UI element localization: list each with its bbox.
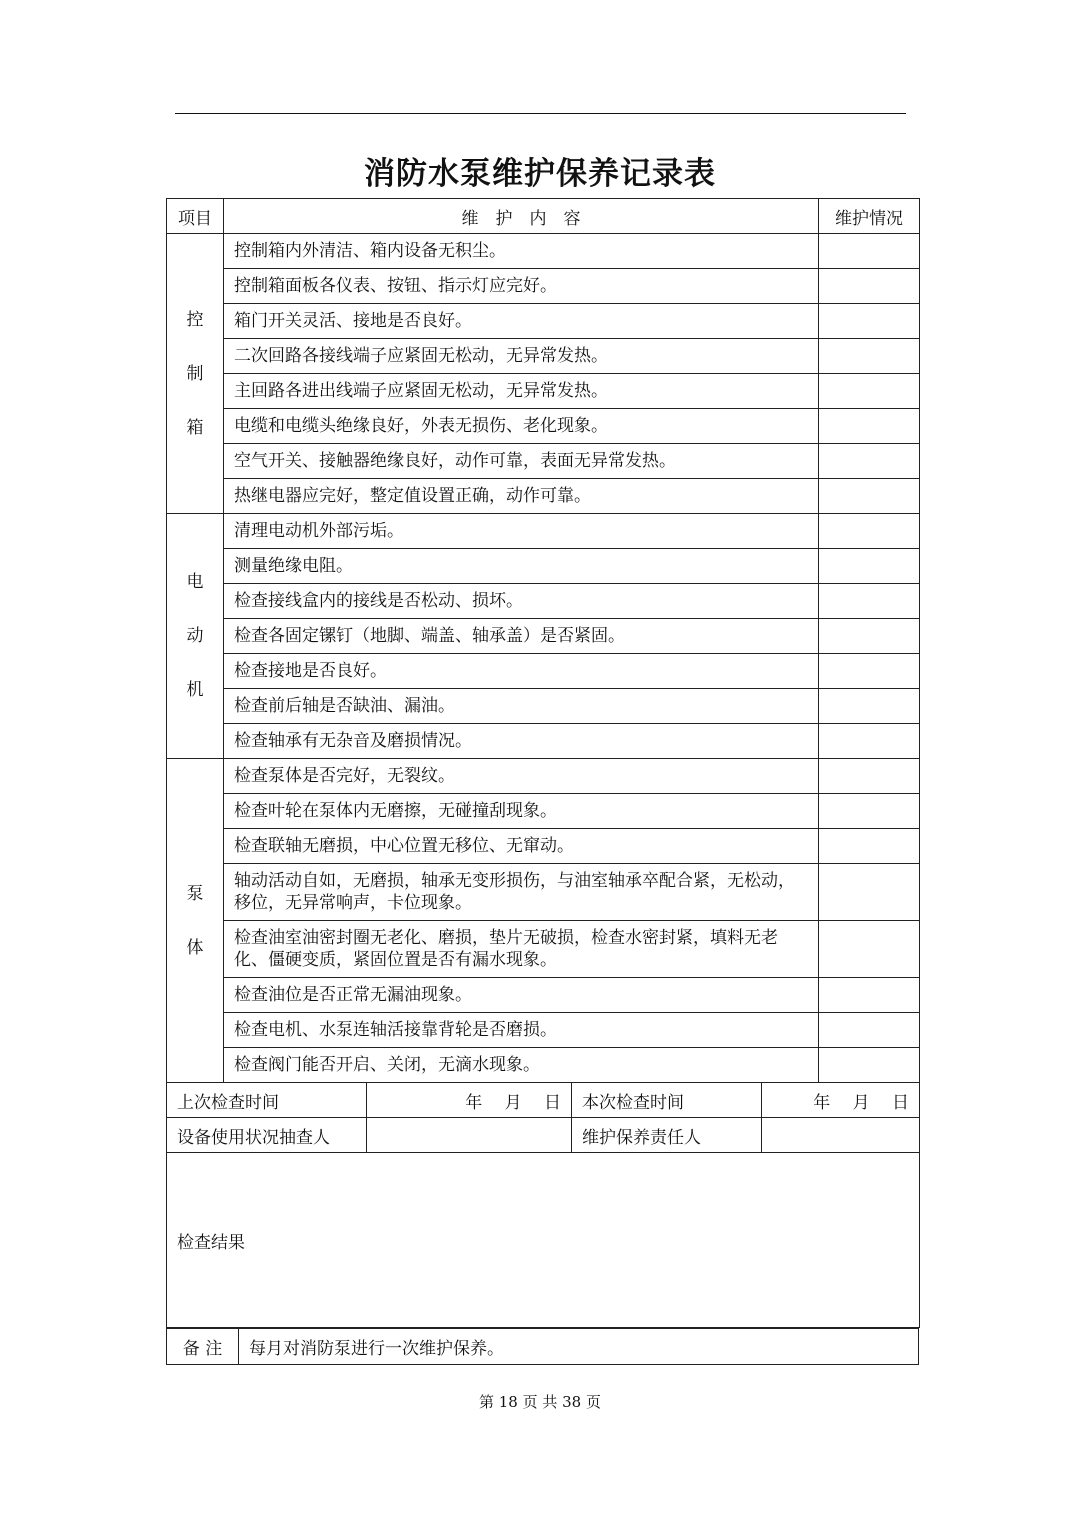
maintenance-item: 控制箱面板各仪表、按钮、指示灯应完好。 <box>224 269 819 304</box>
status-cell[interactable] <box>819 1048 920 1083</box>
section-label-char: 泵 <box>186 883 204 904</box>
status-cell[interactable] <box>819 339 920 374</box>
maintenance-item: 二次回路各接线端子应紧固无松动，无异常发热。 <box>224 339 819 374</box>
status-cell[interactable] <box>819 269 920 304</box>
table-row <box>167 234 920 269</box>
table-row <box>167 304 920 339</box>
personnel-row <box>167 1118 920 1153</box>
maintenance-item: 控制箱内外清洁、箱内设备无积尘。 <box>224 234 819 269</box>
maintenance-item: 轴动活动自如，无磨损，轴承无变形损伤，与油室轴承卒配合紧，无松动，移位，无异常响声，卡位现象。 <box>224 864 819 921</box>
status-cell[interactable] <box>819 304 920 339</box>
result-field[interactable] <box>167 1153 920 1328</box>
maintenance-item: 热继电器应完好，整定值设置正确，动作可靠。 <box>224 479 819 514</box>
section-label-char: 制 <box>186 363 204 384</box>
remarks-label: 备 注 <box>167 1329 239 1365</box>
maintenance-item: 空气开关、接触器绝缘良好，动作可靠，表面无异常发热。 <box>224 444 819 479</box>
check-time-row <box>167 1083 920 1118</box>
maintenance-item: 检查接地是否良好。 <box>224 654 819 689</box>
responsible-label: 维护保养责任人 <box>572 1118 762 1153</box>
maintenance-item: 检查阀门能否开启、关闭，无滴水现象。 <box>224 1048 819 1083</box>
section-label-char: 机 <box>186 680 204 700</box>
last-check-label: 上次检查时间 <box>167 1083 367 1118</box>
status-cell[interactable] <box>819 234 920 269</box>
status-cell[interactable] <box>819 584 920 619</box>
section-label <box>167 234 224 514</box>
status-cell[interactable] <box>819 444 920 479</box>
table-row <box>167 654 920 689</box>
table-row <box>167 619 920 654</box>
section-label-char: 箱 <box>186 417 204 438</box>
section-label-char: 控 <box>186 309 204 330</box>
table-row <box>167 514 920 549</box>
table-row <box>167 689 920 724</box>
table-row <box>167 864 920 921</box>
maintenance-item: 检查轴承有无杂音及磨损情况。 <box>224 724 819 759</box>
table-row <box>167 759 920 794</box>
table-row <box>167 829 920 864</box>
maintenance-item: 主回路各进出线端子应紧固无松动，无异常发热。 <box>224 374 819 409</box>
status-cell[interactable] <box>819 724 920 759</box>
maintenance-item: 测量绝缘电阻。 <box>224 549 819 584</box>
result-row <box>167 1153 920 1328</box>
maintenance-item: 箱门开关灵活、接地是否良好。 <box>224 304 819 339</box>
maintenance-item: 清理电动机外部污垢。 <box>224 514 819 549</box>
maintenance-item: 检查油位是否正常无漏油现象。 <box>224 978 819 1013</box>
status-cell[interactable] <box>819 759 920 794</box>
maintenance-item: 检查叶轮在泵体内无磨擦，无碰撞刮现象。 <box>224 794 819 829</box>
remarks-text: 每月对消防泵进行一次维护保养。 <box>239 1329 919 1365</box>
result-label: 检查结果 <box>177 1232 245 1253</box>
table-row <box>167 374 920 409</box>
section-label <box>167 759 224 1083</box>
table-header-row <box>167 199 920 234</box>
status-cell[interactable] <box>819 654 920 689</box>
status-cell[interactable] <box>819 864 920 921</box>
table-row <box>167 921 920 978</box>
status-cell[interactable] <box>819 978 920 1013</box>
table-row <box>167 1013 920 1048</box>
table-row <box>167 409 920 444</box>
status-cell[interactable] <box>819 409 920 444</box>
section-label-char: 电 <box>186 572 204 592</box>
inspector-field[interactable] <box>367 1118 572 1153</box>
this-check-date[interactable]: 年 月 日 <box>762 1083 920 1118</box>
maintenance-item: 检查联轴无磨损，中心位置无移位、无窜动。 <box>224 829 819 864</box>
remarks-table <box>166 1328 919 1365</box>
page-title: 消防水泵维护保养记录表 <box>364 156 716 192</box>
maintenance-item: 检查电机、水泵连轴活接靠背轮是否磨损。 <box>224 1013 819 1048</box>
table-row <box>167 549 920 584</box>
table-row <box>167 724 920 759</box>
table-row <box>167 794 920 829</box>
header-status: 维护情况 <box>819 199 920 234</box>
table-row <box>167 339 920 374</box>
status-cell[interactable] <box>819 549 920 584</box>
section-label-char: 体 <box>186 937 204 958</box>
maintenance-item: 检查泵体是否完好，无裂纹。 <box>224 759 819 794</box>
status-cell[interactable] <box>819 479 920 514</box>
status-cell[interactable] <box>819 619 920 654</box>
status-cell[interactable] <box>819 374 920 409</box>
header-item: 项目 <box>167 199 224 234</box>
inspector-label: 设备使用状况抽查人 <box>167 1118 367 1153</box>
last-check-date[interactable]: 年 月 日 <box>367 1083 572 1118</box>
header-rule <box>175 113 906 114</box>
table-row <box>167 978 920 1013</box>
maintenance-item: 检查油室油密封圈无老化、磨损，垫片无破损，检查水密封紧，填料无老化、僵硬变质，紧固位置是否有漏水现象。 <box>224 921 819 978</box>
header-content: 维 护 内 容 <box>224 199 819 234</box>
table-row <box>167 584 920 619</box>
maintenance-item: 检查接线盒内的接线是否松动、损坏。 <box>224 584 819 619</box>
maintenance-item: 检查各固定镙钉（地脚、端盖、轴承盖）是否紧固。 <box>224 619 819 654</box>
status-cell[interactable] <box>819 689 920 724</box>
maintenance-item: 检查前后轴是否缺油、漏油。 <box>224 689 819 724</box>
status-cell[interactable] <box>819 1013 920 1048</box>
status-cell[interactable] <box>819 921 920 978</box>
table-row <box>167 269 920 304</box>
status-cell[interactable] <box>819 794 920 829</box>
section-label <box>167 514 224 759</box>
responsible-field[interactable] <box>762 1118 920 1153</box>
table-row <box>167 1048 920 1083</box>
this-check-label: 本次检查时间 <box>572 1083 762 1118</box>
maintenance-item: 电缆和电缆头绝缘良好，外表无损伤、老化现象。 <box>224 409 819 444</box>
table-row <box>167 479 920 514</box>
status-cell[interactable] <box>819 829 920 864</box>
maintenance-table <box>166 198 920 1328</box>
page-footer: 第 18 页 共 38 页 <box>478 1393 601 1411</box>
status-cell[interactable] <box>819 514 920 549</box>
table-row <box>167 444 920 479</box>
section-label-char: 动 <box>186 626 204 646</box>
